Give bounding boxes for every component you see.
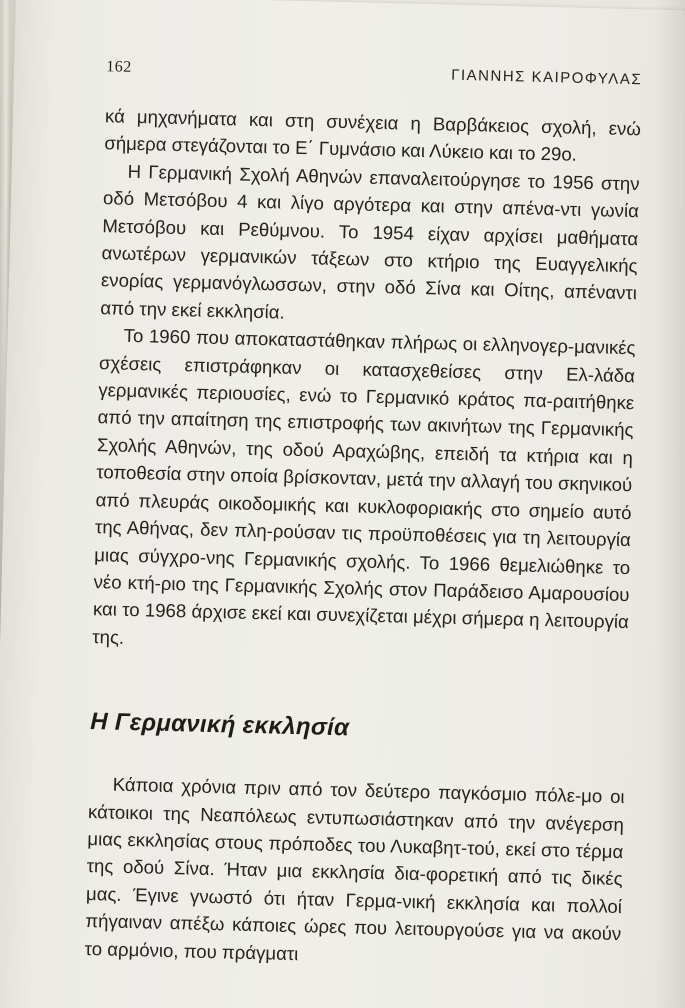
- page-content: [84, 58, 642, 975]
- running-head-author: ΓΙΑΝΝΗΣ ΚΑΙΡΟΦΥΛΑΣ: [451, 66, 643, 89]
- paragraph-continuation: κά μηχανήματα και στη συνέχεια η Βαρβάκειος σχολή, ενώ σήμερα στεγάζονται το Ε΄ Γυμνάσιο και Λύκειο και το 29ο.: [104, 105, 642, 166]
- paragraph-german-church: Κάποια χρόνια πριν από τον δεύτερο παγκόσμιο πόλε-μο οι κάτοικοι της Νεαπόλεως εντυπωσιάστηκαν από την ανέγερση μιας εκκλησίας στους πρόποδες του Λυκαβητ-τού, εκεί στο τέρμα της οδού Σίνα. Ήταν μια εκκλησία δια-φορετική από τις δικές μας. Έγινε γνωστό ότι ήταν Γερμα-νική εκκλησία και πολλοί πήγαιναν απέξω κάποιες ώρες που λειτουργούσε για να ακούν το αρμόνιο, που πράγματι: [84, 773, 625, 964]
- page-number: 162: [106, 58, 132, 76]
- paragraph-school-reopening: Η Γερμανική Σχολή Αθηνών επαναλειτούργησε το 1956 στην οδό Μετσόβου 4 και λίγο αργότερα και στην απένα-ντι γωνία Μετσόβου και Ρεθύμνου. Το 1954 είχαν αρχίσει μαθήματα ανωτέρων γερμανικών τάξεων στο κτήριο της Ευαγγελικής ενορίας γερμανόγλωσσων, στην οδό Σίνα και Οίτης, απέναντι από την εκεί εκκλησία.: [100, 160, 640, 323]
- body-text: [84, 102, 641, 975]
- running-head: [106, 58, 643, 103]
- paragraph-relations-1960: Το 1960 που αποκαταστάθηκαν πλήρως οι ελληνογερ-μανικές σχέσεις επιστράφηκαν οι κατασχεθείσες στην Ελ-λάδα γερμανικές περιουσίες, ενώ το Γερμανικό κράτος πα-ραιτήθηκε από την απαίτηση της επιστροφής των ακινήτων της Γερμανικής Σχολής Αθηνών, της οδού Αραχώβης, επειδή τα κτήρια και η τοποθεσία στην οποία βρίσκονταν, μετά την αλλαγή του σκηνικού από πλευράς οικοδομικής και κυκλοφοριακής στο σημείο αυτό της Αθήνας, δεν πλη-ρούσαν τις προϋποθέσεις για τη λειτουργία μιας σύγχρο-νης Γερμανικής σχολής. Το 1966 θεμελιώθηκε το νέο κτή-ριο της Γερμανικής Σχολής στον Παράδεισο Αμαρουσίου και το 1968 άρχισε εκεί και συνεχίζεται μέχρι σήμερα η λειτουργία της.: [92, 324, 636, 648]
- section-heading: Η Γερμανική εκκλησία: [89, 708, 350, 742]
